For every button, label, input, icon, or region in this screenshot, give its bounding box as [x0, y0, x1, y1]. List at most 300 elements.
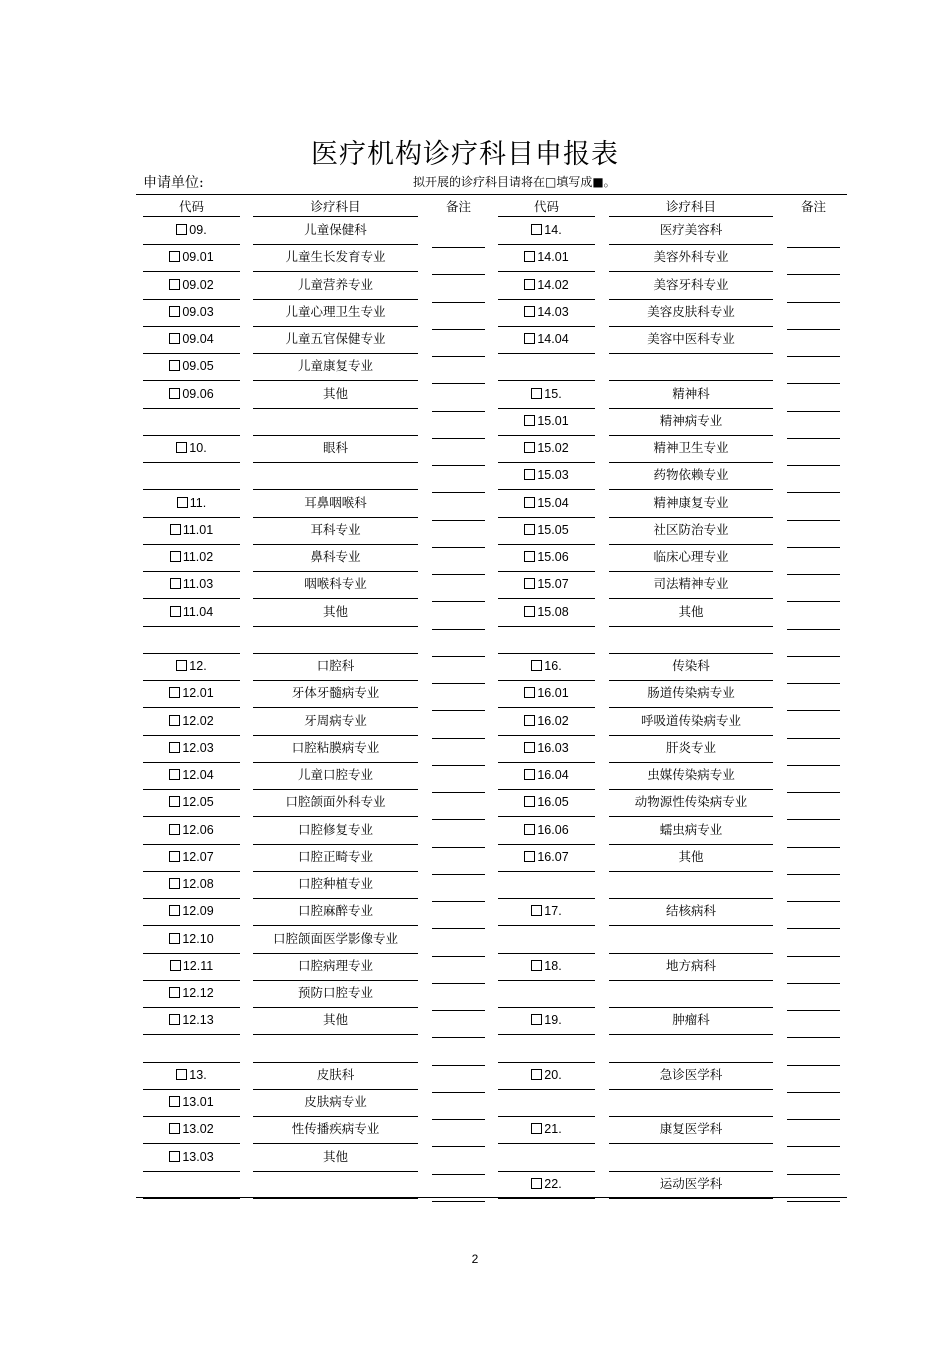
note-field[interactable] [787, 1065, 840, 1066]
checkbox[interactable] [524, 742, 535, 753]
subject-code-cell[interactable] [498, 956, 595, 976]
note-field[interactable] [787, 983, 840, 984]
subject-code-cell[interactable] [143, 1147, 240, 1167]
subject-code-cell[interactable] [498, 384, 595, 404]
checkbox[interactable] [169, 851, 180, 862]
checkbox[interactable] [169, 687, 180, 698]
code-underline [498, 353, 595, 354]
subject-code-cell [498, 629, 595, 649]
note-field[interactable] [787, 1146, 840, 1147]
checkbox[interactable] [169, 824, 180, 835]
subject-code: 21. [544, 1122, 562, 1136]
subject-code-cell[interactable] [498, 847, 595, 867]
note-field[interactable] [787, 1201, 840, 1202]
subject-code-cell[interactable] [498, 765, 595, 785]
note-field[interactable] [787, 383, 840, 384]
note-field[interactable] [432, 383, 485, 384]
checkbox[interactable] [524, 251, 535, 262]
note-field[interactable] [432, 356, 485, 357]
note-field[interactable] [432, 274, 485, 275]
subject-code-cell[interactable] [143, 1119, 240, 1139]
subject-code-cell[interactable] [498, 901, 595, 921]
code-underline [143, 680, 240, 681]
note-field[interactable] [787, 601, 840, 602]
code-underline [143, 326, 240, 327]
checkbox[interactable] [169, 1123, 180, 1134]
subject-code-cell[interactable] [498, 656, 595, 676]
code-underline [498, 1062, 595, 1063]
note-field[interactable] [432, 792, 485, 793]
note-field[interactable] [787, 1010, 840, 1011]
subject-name: 美容中医科专业 [647, 331, 735, 346]
note-field[interactable] [432, 738, 485, 739]
subject-code-cell [498, 929, 595, 949]
subject-code: 11.03 [182, 577, 214, 591]
subject-code: 12.06 [182, 823, 214, 837]
subject-code-cell[interactable] [498, 683, 595, 703]
subject-code: 09. [189, 223, 207, 237]
checkbox[interactable] [531, 1178, 542, 1189]
subject-code-cell[interactable] [498, 1010, 595, 1030]
subject-code: 20. [544, 1068, 562, 1082]
subject-code-cell[interactable] [498, 574, 595, 594]
subject-code: 15.06 [537, 550, 569, 564]
note-field[interactable] [432, 901, 485, 902]
note-field[interactable] [432, 1092, 485, 1093]
subject-code: 09.01 [182, 250, 214, 264]
note-field[interactable] [787, 819, 840, 820]
checkbox[interactable] [169, 796, 180, 807]
checkbox[interactable] [176, 1069, 187, 1080]
subject-code-cell[interactable] [143, 683, 240, 703]
subject-name: 咽喉科专业 [304, 576, 367, 591]
subject-code-cell[interactable] [498, 493, 595, 513]
subject-name: 皮肤科 [316, 1067, 355, 1082]
subject-underline [609, 489, 773, 490]
note-field[interactable] [787, 1037, 840, 1038]
subject-code: 11. [189, 496, 207, 510]
subject-underline [253, 326, 418, 327]
note-field[interactable] [432, 1146, 485, 1147]
checkbox[interactable] [169, 742, 180, 753]
note-field[interactable] [787, 274, 840, 275]
note-field[interactable] [432, 438, 485, 439]
note-field[interactable] [432, 1065, 485, 1066]
subject-code-cell[interactable] [143, 874, 240, 894]
code-underline [143, 980, 240, 981]
note-field[interactable] [787, 302, 840, 303]
checkbox[interactable] [524, 306, 535, 317]
code-underline [143, 462, 240, 463]
subject-underline [253, 735, 418, 736]
code-underline [498, 653, 595, 654]
code-underline [143, 789, 240, 790]
subject-code-cell[interactable] [143, 738, 240, 758]
checkbox[interactable] [176, 660, 187, 671]
subject-code-cell[interactable] [498, 465, 595, 485]
subject-code: 16.06 [537, 823, 569, 837]
subject-underline [253, 653, 418, 654]
subject-code: 16.05 [537, 795, 569, 809]
checkbox[interactable] [169, 1096, 180, 1107]
checkbox[interactable] [524, 715, 535, 726]
note-field[interactable] [432, 520, 485, 521]
note-field[interactable] [432, 574, 485, 575]
subject-name: 口腔正畸专业 [297, 849, 373, 864]
checkbox[interactable] [170, 606, 181, 617]
subject-underline [253, 489, 418, 490]
checkbox[interactable] [524, 796, 535, 807]
header-underline [609, 216, 773, 217]
subject-code-cell[interactable] [143, 602, 240, 622]
note-field[interactable] [432, 1201, 485, 1202]
note-field[interactable] [787, 792, 840, 793]
subject-code-cell[interactable] [143, 220, 240, 240]
subject-code-cell [498, 1147, 595, 1167]
checkbox[interactable] [169, 715, 180, 726]
note-field[interactable] [432, 1119, 485, 1120]
note-field[interactable] [787, 629, 840, 630]
note-field[interactable] [787, 1092, 840, 1093]
subject-code: 15.01 [537, 414, 569, 428]
subject-code-cell[interactable] [143, 983, 240, 1003]
subject-code-cell[interactable] [498, 792, 595, 812]
subject-code: 15. [544, 387, 562, 401]
note-field[interactable] [432, 411, 485, 412]
subject-code-cell[interactable] [143, 302, 240, 322]
subject-underline [609, 653, 773, 654]
note-field[interactable] [787, 765, 840, 766]
checkbox[interactable] [524, 824, 535, 835]
checkbox[interactable] [169, 905, 180, 916]
header-underline [143, 216, 240, 217]
subject-name: 口腔种植专业 [297, 876, 373, 891]
note-field[interactable] [432, 547, 485, 548]
subject-code: 09.04 [182, 332, 214, 346]
code-underline [143, 816, 240, 817]
subject-code-cell[interactable] [143, 1092, 240, 1112]
checkbox[interactable] [524, 469, 535, 480]
subject-code: 16.03 [537, 741, 569, 755]
code-underline [498, 271, 595, 272]
subject-code-cell[interactable] [498, 275, 595, 295]
subject-underline [253, 844, 418, 845]
subject-code-cell[interactable] [143, 1010, 240, 1030]
subject-underline [253, 1089, 418, 1090]
subject-underline [609, 816, 773, 817]
subject-underline [609, 953, 773, 954]
subject-code: 12.01 [182, 686, 214, 700]
subject-code-cell[interactable] [498, 520, 595, 540]
checkbox[interactable] [169, 306, 180, 317]
checkbox[interactable] [170, 578, 181, 589]
checkbox[interactable] [531, 1014, 542, 1025]
subject-code-cell[interactable] [143, 247, 240, 267]
checkbox[interactable] [169, 1151, 180, 1162]
note-field[interactable] [787, 901, 840, 902]
checkbox[interactable] [524, 524, 535, 535]
subject-underline [253, 598, 418, 599]
subject-name [609, 1092, 773, 1112]
checkbox[interactable] [169, 279, 180, 290]
checkbox[interactable] [170, 960, 181, 971]
checkbox[interactable] [169, 251, 180, 262]
note-field[interactable] [432, 656, 485, 657]
checkbox[interactable] [170, 551, 181, 562]
code-underline [498, 517, 595, 518]
note-field[interactable] [787, 710, 840, 711]
note-field[interactable] [432, 956, 485, 957]
subject-code-cell[interactable] [143, 792, 240, 812]
subject-name: 儿童保健科 [304, 222, 367, 237]
checkbox[interactable] [524, 415, 535, 426]
code-underline [143, 953, 240, 954]
checkbox[interactable] [531, 224, 542, 235]
subject-code-cell[interactable] [498, 738, 595, 758]
subject-underline [253, 571, 418, 572]
note-field[interactable] [787, 956, 840, 957]
subject-underline [253, 925, 418, 926]
code-underline [143, 489, 240, 490]
subject-code-cell[interactable] [143, 356, 240, 376]
subject-underline [609, 1062, 773, 1063]
subject-underline [253, 544, 418, 545]
note-field[interactable] [787, 1119, 840, 1120]
note-field[interactable] [787, 247, 840, 248]
subject-underline [253, 462, 418, 463]
subject-code-cell[interactable] [498, 547, 595, 567]
subject-code: 12.10 [182, 932, 214, 946]
subject-code-cell[interactable] [143, 956, 240, 976]
checkbox[interactable] [524, 851, 535, 862]
checkbox[interactable] [524, 578, 535, 589]
subject-code-cell[interactable] [143, 765, 240, 785]
subject-name: 鼻科专业 [310, 549, 361, 564]
subject-code-cell[interactable] [143, 656, 240, 676]
note-field[interactable] [432, 1174, 485, 1175]
checkbox[interactable] [531, 1123, 542, 1134]
subject-code: 14. [544, 223, 562, 237]
checkbox[interactable] [531, 1069, 542, 1080]
subject-code: 19. [544, 1013, 562, 1027]
note-field[interactable] [787, 411, 840, 412]
subject-name: 耳鼻咽喉科 [304, 495, 367, 510]
checkbox[interactable] [169, 333, 180, 344]
subject-code-cell[interactable] [143, 847, 240, 867]
subject-code-cell[interactable] [143, 711, 240, 731]
subject-code: 11.04 [182, 605, 214, 619]
checkbox[interactable] [524, 442, 535, 453]
note-field[interactable] [432, 928, 485, 929]
subject-underline [609, 1034, 773, 1035]
note-field[interactable] [432, 1037, 485, 1038]
note-field[interactable] [787, 738, 840, 739]
code-underline [498, 1007, 595, 1008]
code-underline [143, 598, 240, 599]
note-field[interactable] [787, 465, 840, 466]
code-underline [143, 271, 240, 272]
subject-code: 12.08 [182, 877, 214, 891]
code-underline [498, 489, 595, 490]
checkbox[interactable] [169, 933, 180, 944]
subject-code-cell[interactable] [498, 329, 595, 349]
subject-underline [253, 1116, 418, 1117]
subject-code-cell[interactable] [498, 438, 595, 458]
checkbox[interactable] [170, 524, 181, 535]
note-field[interactable] [432, 874, 485, 875]
note-field[interactable] [432, 765, 485, 766]
subject-code-cell[interactable] [498, 1174, 595, 1194]
subject-underline [609, 571, 773, 572]
note-field[interactable] [432, 302, 485, 303]
note-field[interactable] [787, 656, 840, 657]
code-underline [498, 980, 595, 981]
subject-underline [253, 626, 418, 627]
subject-code-cell[interactable] [498, 247, 595, 267]
subject-underline [609, 1171, 773, 1172]
subject-code-cell[interactable] [498, 302, 595, 322]
subject-code: 15.08 [537, 605, 569, 619]
checkbox[interactable] [524, 333, 535, 344]
subject-code-cell[interactable] [143, 520, 240, 540]
subject-code-cell[interactable] [143, 493, 240, 513]
subject-code: 16.01 [537, 686, 569, 700]
checkbox[interactable] [169, 1014, 180, 1025]
subject-code-cell[interactable] [143, 275, 240, 295]
subject-underline [253, 435, 418, 436]
form-title: 医疗机构诊疗科目申报表 [311, 139, 619, 170]
checkbox[interactable] [176, 224, 187, 235]
checkbox[interactable] [169, 360, 180, 371]
subject-code-cell[interactable] [498, 711, 595, 731]
checkbox[interactable] [169, 769, 180, 780]
checkbox[interactable] [169, 878, 180, 889]
checkbox[interactable] [524, 769, 535, 780]
subject-name: 传染科 [672, 658, 710, 673]
code-underline [143, 244, 240, 245]
checkbox[interactable] [524, 551, 535, 562]
code-underline [143, 762, 240, 763]
subject-name: 精神科 [672, 386, 710, 401]
checkbox[interactable] [524, 606, 535, 617]
note-field[interactable] [432, 983, 485, 984]
subject-code-cell[interactable] [143, 929, 240, 949]
subject-code-cell[interactable] [143, 820, 240, 840]
subject-name: 牙体牙髓病专业 [291, 685, 380, 700]
note-field[interactable] [432, 247, 485, 248]
code-underline [498, 462, 595, 463]
note-field[interactable] [787, 329, 840, 330]
subject-code-cell[interactable] [143, 329, 240, 349]
checkbox[interactable] [524, 497, 535, 508]
subject-code-cell[interactable] [143, 384, 240, 404]
checkbox[interactable] [531, 388, 542, 399]
subject-code-cell[interactable] [498, 1065, 595, 1085]
subject-underline [609, 680, 773, 681]
checkbox[interactable] [177, 497, 188, 508]
code-underline [498, 680, 595, 681]
subject-name: 其他 [322, 604, 348, 619]
subject-underline [253, 271, 418, 272]
checkbox[interactable] [176, 442, 187, 453]
note-field[interactable] [432, 329, 485, 330]
code-underline [143, 925, 240, 926]
code-underline [143, 380, 240, 381]
note-field[interactable] [787, 574, 840, 575]
note-field[interactable] [787, 438, 840, 439]
subject-underline [253, 898, 418, 899]
note-field[interactable] [787, 928, 840, 929]
subject-code-cell[interactable] [498, 411, 595, 431]
note-field[interactable] [432, 710, 485, 711]
subject-name [609, 983, 773, 1003]
subject-code: 12.05 [182, 795, 214, 809]
subject-code-cell [498, 1038, 595, 1058]
subject-underline [609, 898, 773, 899]
note-field[interactable] [432, 492, 485, 493]
subject-underline [253, 1143, 418, 1144]
note-field[interactable] [787, 492, 840, 493]
subject-underline [253, 408, 418, 409]
subject-code-cell[interactable] [143, 438, 240, 458]
code-underline [498, 1143, 595, 1144]
subject-name [253, 465, 418, 485]
checkbox[interactable] [169, 987, 180, 998]
note-field[interactable] [432, 601, 485, 602]
code-underline [498, 1116, 595, 1117]
note-field[interactable] [432, 629, 485, 630]
checkbox[interactable] [531, 960, 542, 971]
code-underline [498, 1089, 595, 1090]
note-field[interactable] [787, 683, 840, 684]
note-field[interactable] [787, 520, 840, 521]
note-field[interactable] [787, 847, 840, 848]
note-field[interactable] [432, 1010, 485, 1011]
note-field[interactable] [787, 356, 840, 357]
code-underline [143, 435, 240, 436]
subject-code-cell [143, 1038, 240, 1058]
subject-code-cell[interactable] [143, 901, 240, 921]
subject-name: 肝炎专业 [665, 740, 716, 755]
subject-code-cell[interactable] [498, 820, 595, 840]
note-field[interactable] [432, 847, 485, 848]
checkbox[interactable] [531, 660, 542, 671]
subject-code-cell[interactable] [143, 574, 240, 594]
checkbox[interactable] [169, 388, 180, 399]
checkbox[interactable] [524, 279, 535, 290]
note-field[interactable] [787, 547, 840, 548]
subject-underline [609, 462, 773, 463]
checkbox[interactable] [531, 905, 542, 916]
subject-code-cell[interactable] [143, 547, 240, 567]
subject-name [609, 1147, 773, 1167]
subject-code-cell[interactable] [143, 1065, 240, 1085]
checkbox[interactable] [524, 687, 535, 698]
subject-code-cell[interactable] [498, 1119, 595, 1139]
note-field[interactable] [787, 874, 840, 875]
note-field[interactable] [432, 465, 485, 466]
header-right-code: 代码 [533, 199, 559, 214]
note-field[interactable] [432, 683, 485, 684]
subject-code-cell[interactable] [498, 220, 595, 240]
subject-code-cell[interactable] [498, 602, 595, 622]
subject-name: 动物源性传染病专业 [634, 794, 748, 809]
subject-underline [609, 271, 773, 272]
code-underline [143, 1007, 240, 1008]
subject-name: 虫媒传染病专业 [647, 767, 735, 782]
note-field[interactable] [432, 819, 485, 820]
note-field[interactable] [787, 1174, 840, 1175]
